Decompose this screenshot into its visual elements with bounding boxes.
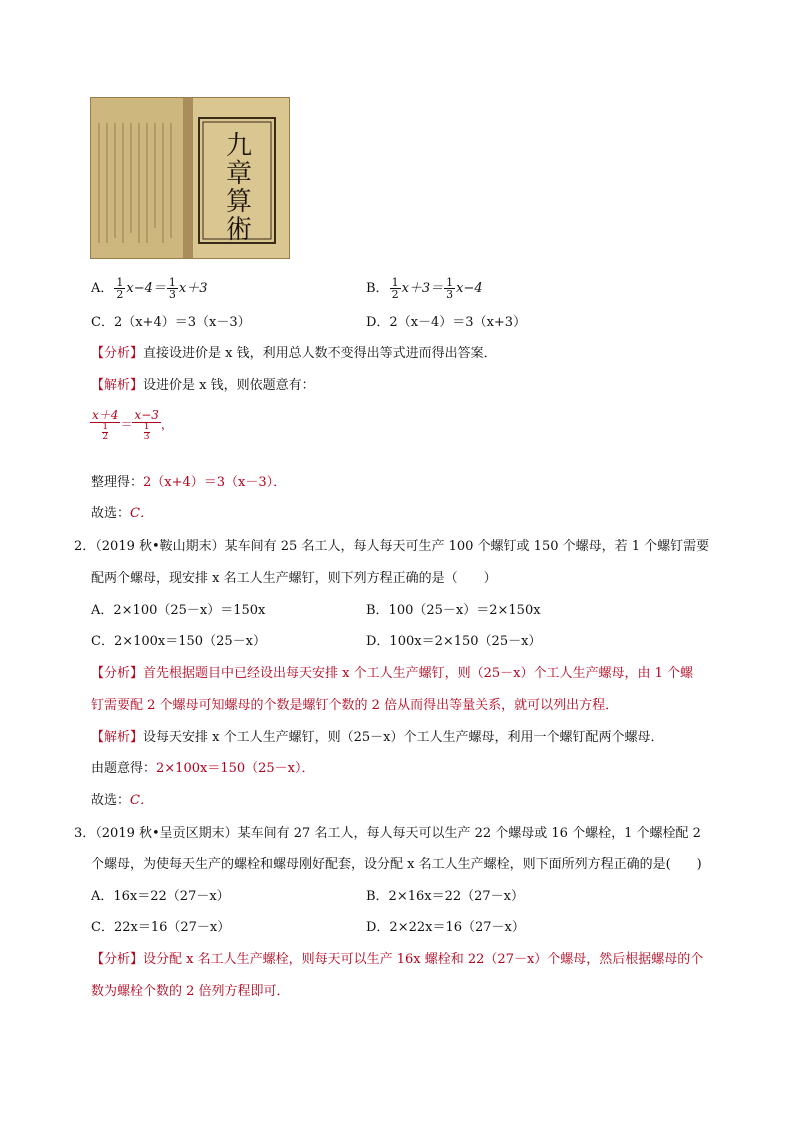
q2-stem-line2: 配两个螺母，现安排 x 名工人生产螺钉，则下列方程正确的是（ ） [91, 571, 497, 586]
q1-option-d: D．2（x－4）＝3（x+3） [366, 315, 527, 330]
q2-analysis-line2: 钉需要配 2 个螺母可知螺母的个数是螺钉个数的 2 倍从而得出等量关系，就可以列出方程． [91, 698, 619, 713]
q1-answer: 故选：C． [91, 506, 153, 521]
q1-solution: 【解析】设进价是 x 钱，则依题意有： [91, 378, 315, 393]
jiuzhang-suanshu-book-image [90, 97, 290, 259]
q2-equation: 由题意得：2×100x＝150（25－x）． [91, 761, 315, 776]
q3-option-d: D．2×22x＝16（27－x） [366, 920, 525, 935]
q2-answer: 故选：C． [91, 793, 153, 808]
q1-analysis: 【分析】直接设进价是 x 钱，利用总人数不变得出等式进而得出答案． [91, 346, 497, 361]
q1-option-c: C．2（x+4）＝3（x－3） [91, 315, 251, 330]
q2-stem-line1: 2．（2019 秋•鞍山期末）某车间有 25 名工人，每人每天可生产 100 个螺钉或 150 个螺母，若 1 个螺钉需要 [74, 539, 710, 554]
q3-stem-line1: 3．（2019 秋•呈贡区期末）某车间有 27 名工人，每人每天可以生产 22 个螺母或 16 个螺栓，1 个螺栓配 2 [74, 826, 701, 841]
q2-option-b: B．100（25－x）＝2×150x [366, 603, 541, 618]
q3-option-c: C．22x＝16（27－x） [91, 920, 231, 935]
q1-equation: $\frac{x+4}{\frac{1}{2}}$ ＝ $\frac{x-3}{\frac{1}{3}}$ ， [92, 408, 173, 442]
q1-simplify: 整理得：2（x+4）＝3（x－3）． [91, 475, 287, 490]
q2-analysis-line1: 【分析】首先根据题目中已经设出每天安排 x 个工人生产螺钉，则（25－x）个工人生产螺母，由 1 个螺 [91, 666, 694, 681]
q3-option-a: A．16x＝22（27－x） [91, 889, 230, 904]
q3-option-b: B．2×16x＝22（27－x） [366, 889, 525, 904]
q1-option-a: A． $\frac{1}{2}$ x−4＝ $\frac{1}{3}$ x＋3 [91, 276, 208, 301]
book-title-text: 九章算術 [225, 131, 252, 245]
q1-option-b: B． $\frac{1}{2}$ x＋3＝ $\frac{1}{3}$ x−4 [366, 276, 483, 301]
q2-solution: 【解析】设每天安排 x 个工人生产螺钉，则（25－x）个工人生产螺母，利用一个螺钉配两个螺母． [91, 730, 664, 745]
q2-option-d: D．100x＝2×150（25－x） [366, 634, 542, 649]
book-illustration [91, 98, 289, 258]
q3-stem-line2: 个螺母，为使每天生产的螺栓和螺母刚好配套，设分配 x 名工人生产螺栓，则下面所列方程正确的是( ) [91, 857, 702, 872]
q2-option-a: A．2×100（25－x）＝150x [91, 603, 266, 618]
q2-option-c: C．2×100x＝150（25－x） [91, 634, 266, 649]
q3-analysis-line2: 数为螺栓个数的 2 倍列方程即可． [91, 984, 290, 999]
q3-analysis-line1: 【分析】设分配 x 名工人生产螺栓，则每天可以生产 16x 螺栓和 22（27－x）个螺母，然后根据螺母的个 [91, 952, 704, 967]
